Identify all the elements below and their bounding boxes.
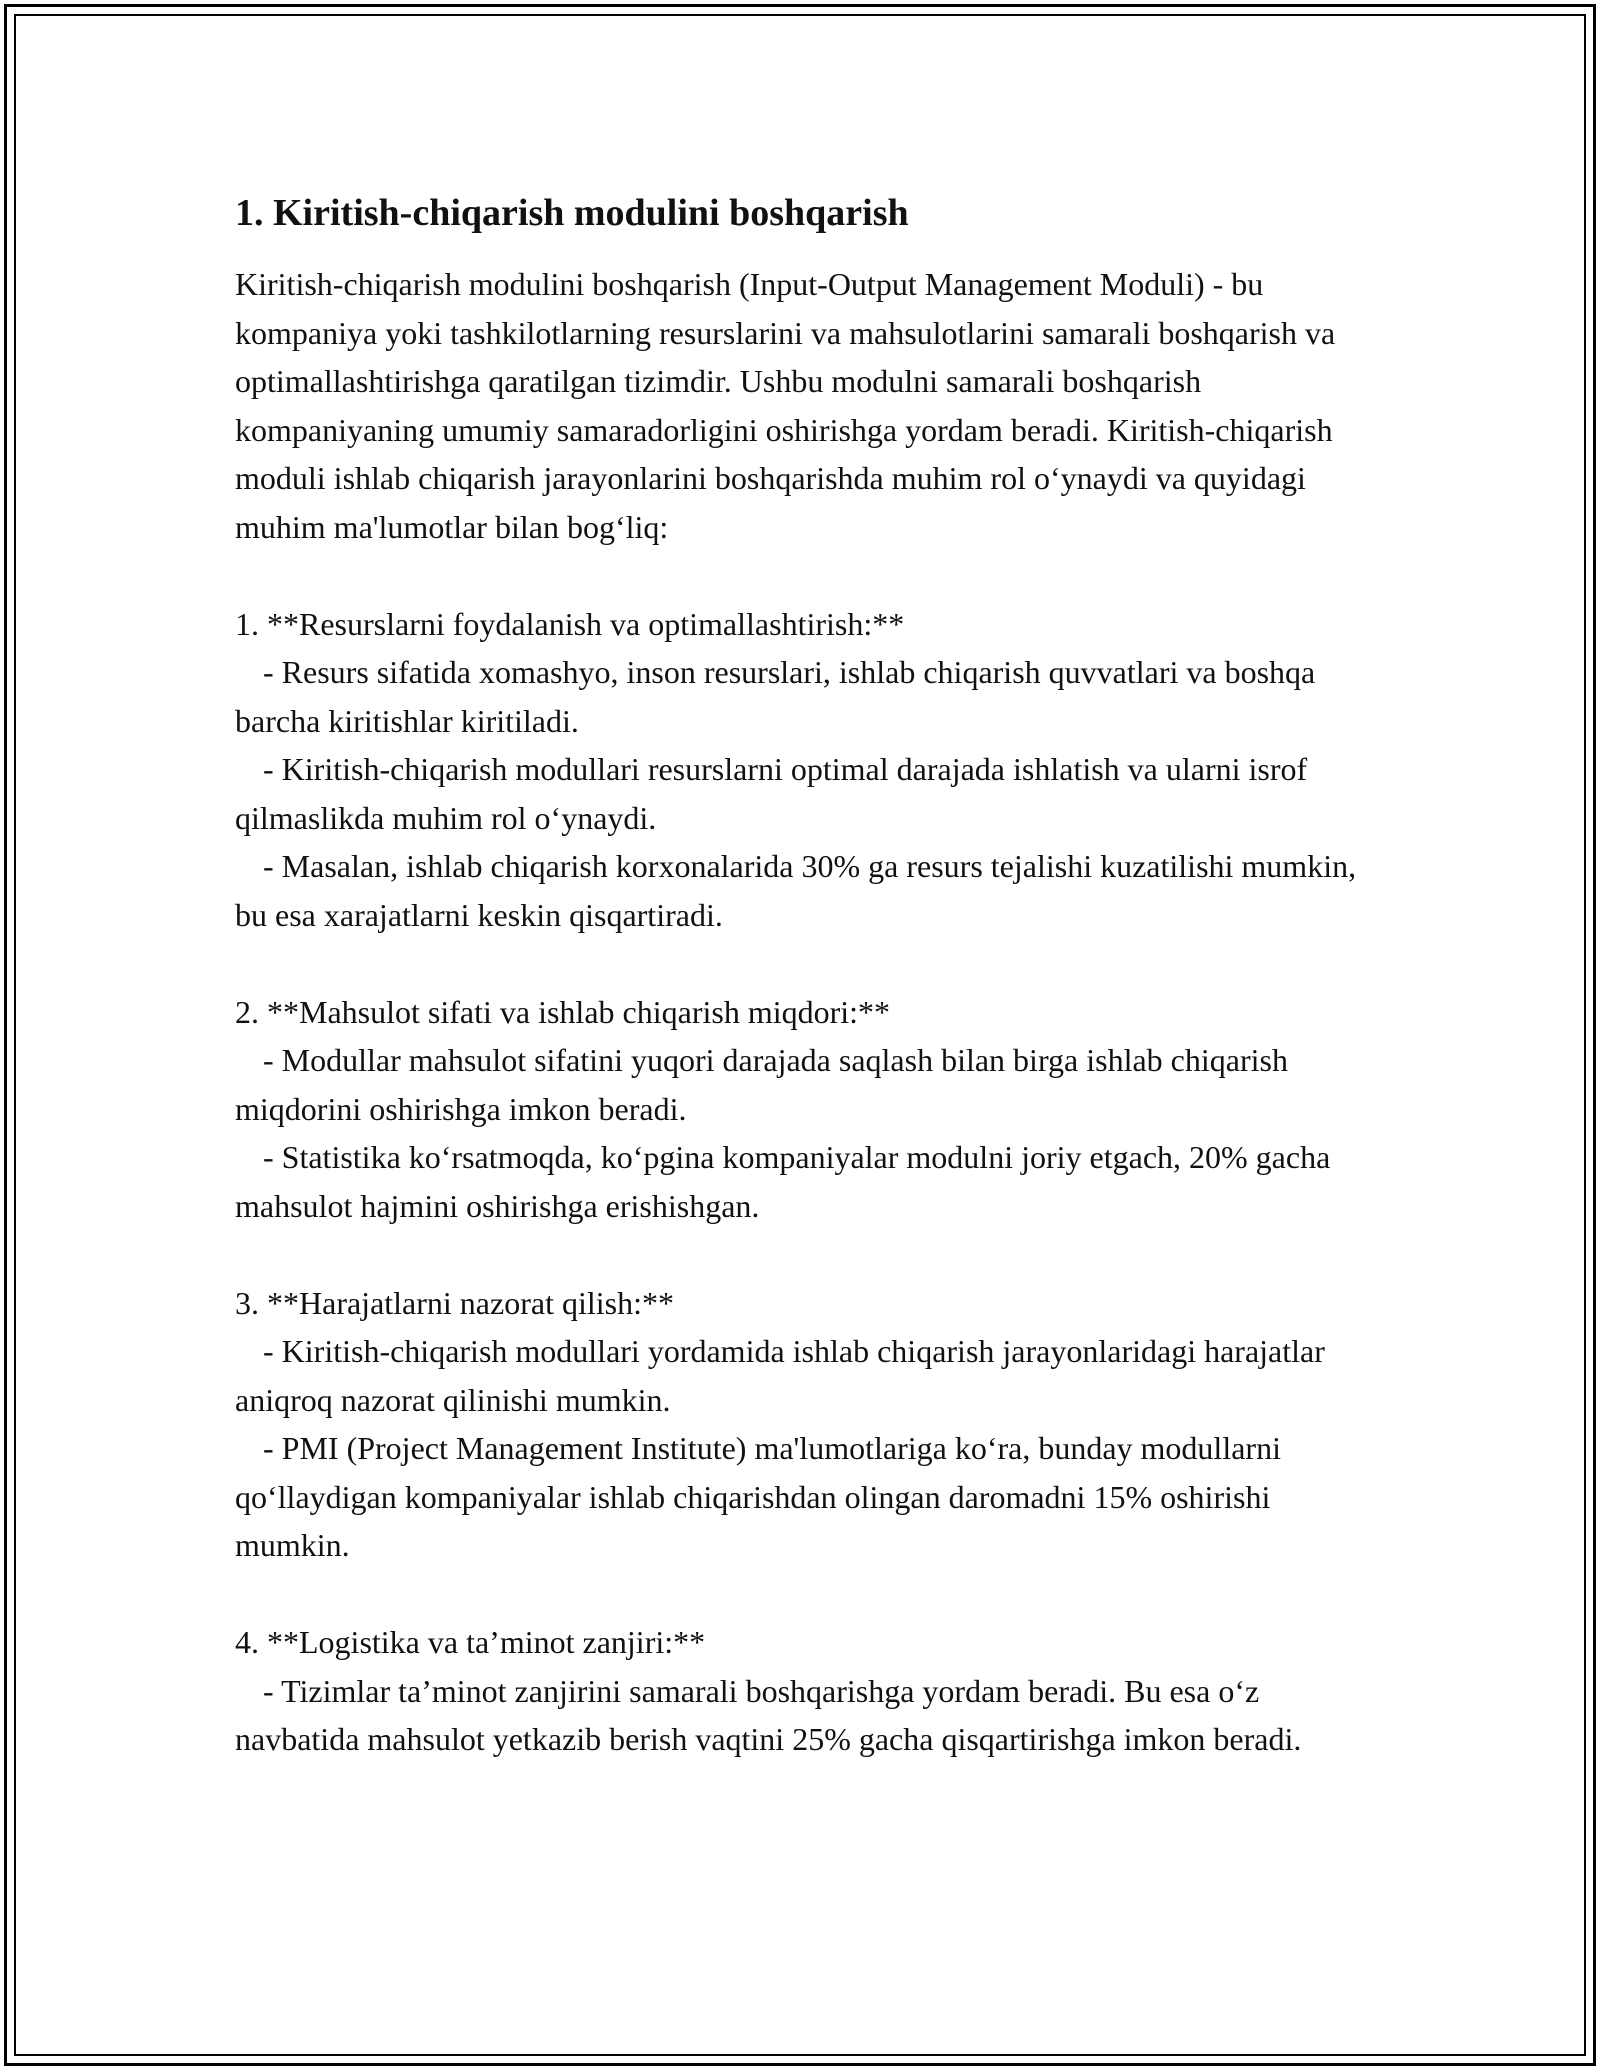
- section-3: [235, 1279, 1375, 1570]
- section-bullet: - Modullar mahsulot sifatini yuqori darajada saqlash bilan birga ishlab chiqarish miqdorini oshirishga imkon beradi.: [235, 1042, 1288, 1127]
- section-title: 3. **Harajatlarni nazorat qilish:**: [235, 1284, 674, 1321]
- section-4: [235, 1618, 1375, 1764]
- spacer: [235, 551, 1375, 600]
- section-bullet: - Masalan, ishlab chiqarish korxonalarida 30% ga resurs tejalishi kuzatilishi mumkin, bu esa xarajatlarni keskin qisqartiradi.: [235, 848, 1357, 933]
- spacer: [235, 939, 1375, 988]
- section-bullet: - Tizimlar ta’minot zanjirini samarali boshqarishga yordam beradi. Bu esa o‘z navbatida mahsulot yetkazib berish vaqtini 25% gacha qisqartirishga imkon beradi.: [235, 1672, 1302, 1757]
- section-bullet: - PMI (Project Management Institute) ma'lumotlariga ko‘ra, bunday modullarni qo‘llaydigan kompaniyalar ishlab chiqarishdan olingan daromadni 15% oshirishi mumkin.: [235, 1430, 1281, 1563]
- spacer: [235, 1570, 1375, 1619]
- intro-paragraph: Kiritish-chiqarish modulini boshqarish (Input-Output Management Moduli) - bu kompaniya yoki tashkilotlarning resurslarini va mahsulotlarini samarali boshqarish va optimallashtirishga qaratilgan tizimdir. Ushbu modulni samarali boshqarish kompaniyaning umumiy samaradorligini oshirishga yordam beradi. Kiritish-chiqarish moduli ishlab chiqarish jarayonlarini boshqarishda muhim rol o‘ynaydi va quyidagi muhim ma'lumotlar bilan bog‘liq:: [235, 266, 1336, 545]
- section-bullet: - Statistika ko‘rsatmoqda, ko‘pgina kompaniyalar modulni joriy etgach, 20% gacha mahsulot hajmini oshirishga erishishgan.: [235, 1139, 1331, 1224]
- section-2: [235, 988, 1375, 1231]
- section-bullet: - Kiritish-chiqarish modullari yordamida ishlab chiqarish jarayonlaridagi harajatlar aniqroq nazorat qilinishi mumkin.: [235, 1333, 1325, 1418]
- section-bullet: - Resurs sifatida xomashyo, inson resurslari, ishlab chiqarish quvvatlari va boshqa barcha kiritishlar kiritiladi.: [235, 654, 1316, 739]
- spacer: [235, 1230, 1375, 1279]
- section-title: 4. **Logistika va ta’minot zanjiri:**: [235, 1624, 706, 1660]
- section-title: 1. **Resurslarni foydalanish va optimallashtirish:**: [235, 605, 905, 642]
- document-body: [235, 186, 1375, 1764]
- document-title: 1. Kiritish-chiqarish modulini boshqarish: [235, 192, 909, 234]
- section-1: [235, 600, 1375, 940]
- section-bullet: - Kiritish-chiqarish modullari resurslarni optimal darajada ishlatish va ularni isrof qilmaslikda muhim rol o‘ynaydi.: [235, 751, 1308, 836]
- section-title: 2. **Mahsulot sifati va ishlab chiqarish miqdori:**: [235, 993, 891, 1030]
